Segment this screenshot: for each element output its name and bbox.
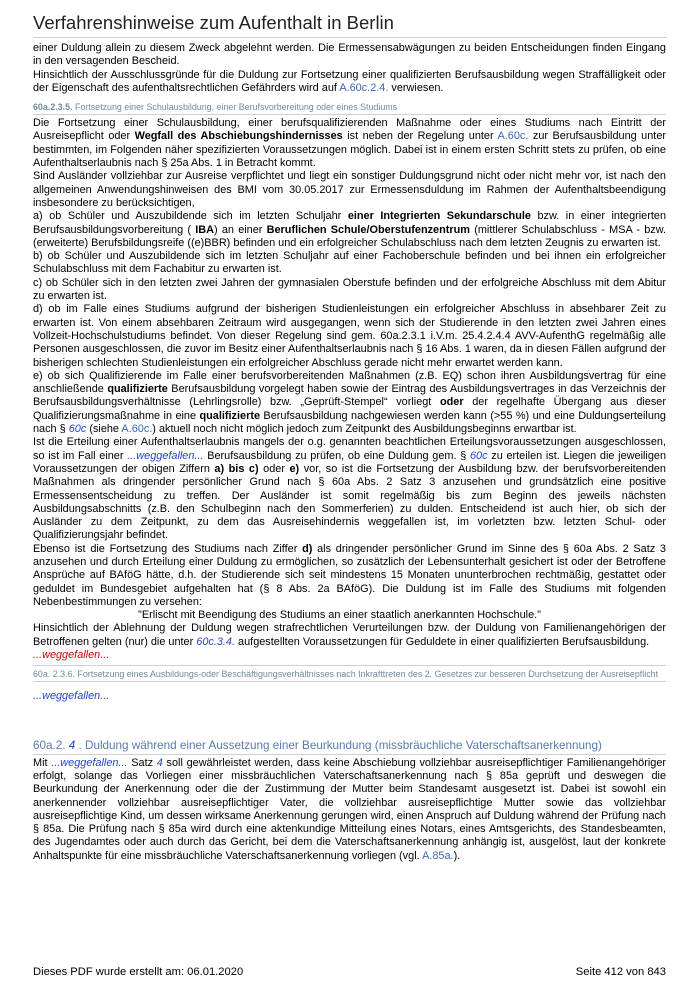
footer-page-number: Seite 412 von 843	[575, 966, 666, 978]
quoted-condition: "Erlischt mit Beendigung des Studiums an einer staatlich anerkannten Hochschule."	[138, 609, 542, 622]
link-a60c-2-4[interactable]: A.60c.2.4.	[339, 81, 389, 94]
section-heading-2-3-6[interactable]: 60a. 2.3.6. Fortsetzung eines Ausbildungs-oder Beschäftigungsverhältnisses nach Inkrafttreten des 2. Gesetzes zur besseren Durchsetzung der Ausreisepflicht	[33, 669, 659, 680]
link-a60c[interactable]: A.60c.	[121, 423, 153, 436]
section-divider	[33, 114, 666, 115]
link-a60c[interactable]: A.60c.	[497, 130, 529, 143]
section-paragraph: Ebenso ist die Fortsetzung des Studiums nach Ziffer d) als dringender persönlicher Grund im Sinne des § 60a Abs. 2 Satz 3 anzusehen und durch Erteilung einer Duldung zu ermöglichen, so zusätzlich der Lebensunterhalt gesichert ist oder der Betroffene Ansprüche auf BAföG hätte, d.h. der Studierende sich seit mindestens 15 Monaten ununterbrochen rechtmäßig, gestattet oder geduldet im Bundesgebiet aufgehalten hat (§ 8 Abs. 2a BAföG). Die Duldung ist im Falle des Studiums mit folgenden Nebenbestimmungen zu versehen:	[33, 542, 666, 608]
section-divider	[33, 681, 666, 682]
section-paragraph: Ist die Erteilung einer Aufenthaltserlaubnis mangels der o.g. genannten beachtlichen Erteilungsvoraussetzungen ausgeschlossen, so ist im Fall einer ...weggefallen... Berufsausbildung zu prüfen, ob eine Duldung gem. § 60c zu erteilen ist. Liegen die jeweiligen Voraussetzungen der obigen Ziffern a) bis c) oder e) vor, so ist die Fortsetzung der Ausbildung bzw. der berufsvorbereitenden Maßnahmen als dringender persönlicher Grund nach § 60a Abs. 2 Satz 3 anzusehen und grundsätzlich eine positive Ermessensentscheidung zu treffen. Der Ausländer ist somit regelmäßig bis zum Beginn des jeweils nächsten Ausbildungsabschnitts (z.B. den Schulbeginn nach den Sommerferien) zu dulden. Entscheidend ist auch hier, ob sich der Ausländer zu dem Zeitpunkt, zu dem das Ausreisehindernis weggefallen ist, im vorletzten bzw. letzten Schul- oder Qualifizierungsjahr befindet.	[33, 436, 667, 542]
intro-paragraph-2: Hinsichtlich der Ausschlussgründe für die Duldung zur Fortsetzung einer qualifizierten Berufsausbildung wegen Straffälligkeit oder der Eigenschaft des aufenthaltsrechtlichen Gefährders wird auf A.60c.2.4. verwiesen.	[33, 68, 666, 94]
link-a85a[interactable]: A.85a.	[422, 849, 454, 862]
link-satz-4[interactable]: 4	[156, 756, 163, 769]
list-item-d: d) ob im Falle eines Studiums aufgrund der bisherigen Studienleistungen ein erfolgreicher Abschluss in absehbarer Zeit zu erwarten ist. Von einem absehbaren Zeitraum wird ausgegangen, wenn sich der Studierende in den letzten zwei Jahren eines Vollzeit-Hochschulstudiums befindet. Von dieser Regelung sind gem. 60a.2.3.1 i.V.m. 25.4.2.4.4 AVV-AufenthG regelmäßig alle Personen ausgeschlossen, die zuvor im Besitz einer Aufenthaltserlaubnis nach § 16 Abs. 1 waren, da in diesen Fällen aufgrund der bisherigen schlechten Studienleistungen ein erfolgreicher Abschluss gerade nicht mehr erwartet werden kann.	[33, 303, 666, 369]
section-divider	[33, 665, 666, 666]
page-title: Verfahrenshinweise zum Aufenthalt in Berlin	[33, 12, 394, 33]
list-item-e: e) ob sich Qualifizierende im Falle einer berufsvorbereitenden Maßnahmen (z.B. EQ) schon ihren Ausbildungsvertrag für eine anschließende qualifizierte Berufsausbildung vorgelegt haben sowie der Eintrag des Ausbildungsvertrages in das Verzeichnis der Berufsausbildungsverhältnisse (Lehrlingsrolle) bzw. „Geprüft-Stempel“ vorliegt oder der regelhafte Übergang aus dieser Qualifizierungsmaßnahme in eine qualifizierte Berufsausbildung nachgewiesen werden kann (>55 %) und eine Duldungserteilung nach § 60c (siehe A.60c.) aktuell noch nicht möglich jedoch zum Zeitpunkt des Ausbildungsbeginns erwartbar ist.	[33, 369, 666, 436]
section-paragraph: Hinsichtlich der Ablehnung der Duldung wegen strafrechtlichen Verurteilungen bzw. der Duldung von Familienangehörigen der Betroffenen gelten (nur) die unter 60c.3.4. aufgestellten Voraussetzungen für Geduldete in einer qualifizierten Berufsausbildung.	[33, 622, 666, 648]
removed-link[interactable]: ...weggefallen...	[33, 690, 110, 703]
link-60c[interactable]: 60c	[469, 449, 488, 462]
intro-paragraph: einer Duldung allein zu diesem Zweck abgelehnt werden. Die Ermessensabwägungen zu beiden Entscheidungen finden Eingang in den versagenden Bescheid.	[33, 42, 666, 68]
section-paragraph: Mit ...weggefallen... Satz 4 soll gewährleistet werden, dass keine Abschiebung vollziehbar ausreisepflichtiger Familienangehöriger erfolgt, solange das Vorliegen einer missbräuchlichen Vaterschaftsanerkennung nach § 85a geprüft und deswegen die Beurkundung der Anerkennung oder die der Zustimmung der Mutter beim Standesamt ausgesetzt ist. Dabei ist sowohl ein anerkennender vollziehbar ausreisepflichtiger Vater, die vollziehbar ausreisepflichtige Mutter sowie das vollziehbar ausreisepflichtige Kind, um dessen wirksame Anerkennung gerungen wird, einen Anspruch auf Duldung während der Prüfung nach § 85a. Die Prüfung nach § 85a wird durch eine aktenkundige Mitteilung eines Notars, eines Amtsgerichts, des Standesbeamten, des Jugendamtes oder auch durch das Gericht, bei dem die Vaterschaftsanerkennung anhängig ist, ausgelöst, laut der konkrete Anhaltspunkte für eine missbräuchliche Vaterschaftsanerkennung vorliegen (vgl. A.85a.).	[33, 756, 667, 862]
footer-created-date: Dieses PDF wurde erstellt am: 06.01.2020	[33, 966, 244, 978]
list-item-b: b) ob Schüler und Auszubildende sich im letzten Schuljahr auf einer Fachoberschule befinden und bei ihnen ein erfolgreicher Schulabschluss mit dem Fachabitur zu erwarten ist.	[33, 250, 666, 276]
section-divider	[33, 754, 666, 755]
link-weggefallen[interactable]: ...weggefallen...	[127, 449, 204, 462]
link-60c[interactable]: 60c	[68, 423, 87, 436]
section-paragraph: Die Fortsetzung einer Schulausbildung, einer berufsqualifizierenden Maßnahme oder eines Studiums nach Eintritt der Ausreisepflicht oder Wegfall des Abschiebungshindernisses ist neben der Regelung unter A.60c. zur Berufsausbildung unter bestimmten, im Folgenden näher spezifizierten Voraussetzungen möglich. Dabei ist in einem ersten Schritt stets zu prüfen, ob eine Aufenthaltserlaubnis nach § 25a Abs. 1 in Betracht kommt.	[33, 117, 667, 170]
link-weggefallen[interactable]: ...weggefallen...	[51, 756, 128, 769]
document-content	[33, 42, 666, 863]
title-divider	[33, 37, 667, 38]
section-heading-2-3-5[interactable]: 60a.2.3.5. Fortsetzung einer Schulausbildung, einer Berufsvorbereitung oder eines Studiums	[33, 102, 398, 113]
list-item-a: a) ob Schüler und Auszubildende sich im letzten Schuljahr einer Integrierten Sekundarschule bzw. in einer integrierten Berufsausbildungsvorbereitung ( IBA) an einer Beruflichen Schule/Oberstufenzentrum (mittlerer Schulabschluss - MSA - bzw. (erweiterte) Berufsbildungsreife ((e)BBR) befinden und ein erfolgreicher Schulabschluss nach dem letzten Zeugnis zu erwarten ist.	[33, 210, 667, 249]
removed-note: ...weggefallen...	[33, 649, 110, 662]
link-60c-3-4[interactable]: 60c.3.4.	[196, 635, 236, 648]
section-paragraph: Sind Ausländer vollziehbar zur Ausreise verpflichtet und liegt ein sonstiger Duldungsgrund nicht oder nicht mehr vor, ist nach den allgemeinen Anwendungshinweisen des BMI vom 30.05.2017 zur Ermessensduldung im Rahmen der Aufenthaltsbeendigung insbesondere zu berücksichtigen,	[33, 170, 666, 209]
list-item-c: c) ob Schüler sich in den letzten zwei Jahren der gymnasialen Oberstufe befinden und der erfolgreiche Abschluss mit dem Abitur zu erwarten ist.	[33, 276, 666, 303]
section-heading-2-4[interactable]: 60a.2. 4 . Duldung während einer Aussetzung einer Beurkundung (missbräuchliche Vaterschaftsanerkennung)	[33, 738, 602, 752]
